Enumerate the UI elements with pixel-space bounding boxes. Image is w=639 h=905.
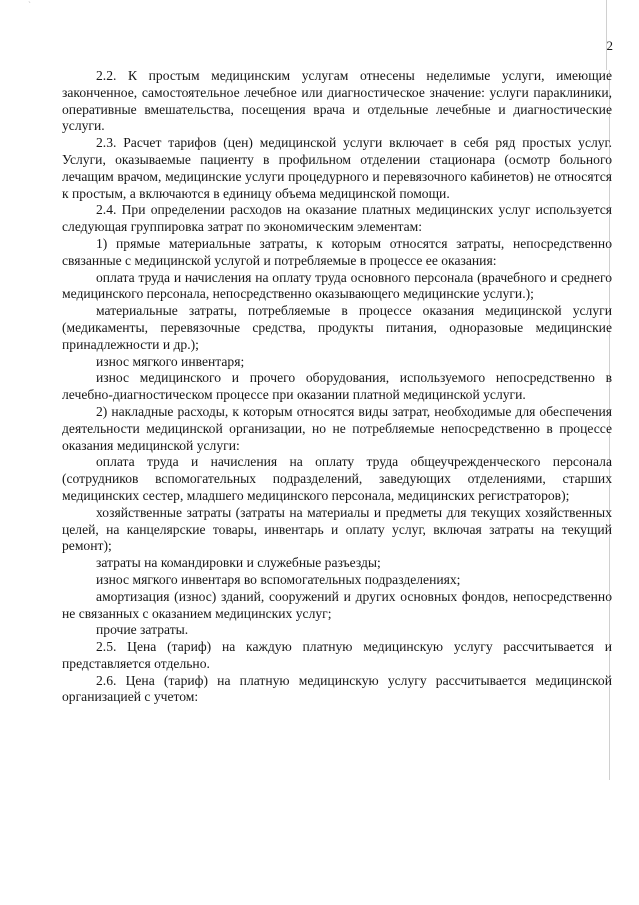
paragraph-overhead-costs: 2) накладные расходы, к которым относятся виды затрат, необходимые для обеспечения деятельности медицинской организации, но не потребляемые непосредственно в процессе оказания медицинской услуги:	[62, 403, 612, 453]
paragraph-depreciation: амортизация (износ) зданий, сооружений и других основных фондов, непосредственно не связанных с оказанием медицинских услуг;	[62, 588, 612, 621]
document-body	[62, 68, 612, 706]
paragraph-2-2: 2.2. К простым медицинским услугам отнесены неделимые услуги, имеющие законченное, самостоятельное лечебное или диагностическое значение: услуги параклиники, оперативные вмешательства, посещения врача и отдельные лечебные и диагностические услуги.	[62, 68, 612, 134]
paragraph-labor-main-staff: оплата труда и начисления на оплату труда основного персонала (врачебного и среднего медицинского персонала, непосредственно оказывающего медицинские услуги.);	[62, 269, 612, 302]
paragraph-labor-general-staff: оплата труда и начисления на оплату труда общеучрежденческого персонала (сотрудников вспомогательных подразделений, заведующих отделениями, старших медицинских сестер, младшего медицинского персонала, медицинских регистраторов);	[62, 454, 612, 503]
paragraph-2-4: 2.4. При определении расходов на оказание платных медицинских услуг используется следующая группировка затрат по экономическим элементам:	[62, 202, 612, 235]
paragraph-auxiliary-inventory-wear: износ мягкого инвентаря во вспомогательных подразделениях;	[96, 571, 461, 587]
paragraph-household-costs: хозяйственные затраты (затраты на материалы и предметы для текущих хозяйственных целей, на канцелярские товары, инвентарь и оплату услуг, включая затраты на текущий ремонт);	[62, 504, 612, 554]
scan-margin-line	[606, 0, 607, 70]
paragraph-2-5: 2.5. Цена (тариф) на каждую платную медицинскую услугу рассчитывается и представляется отдельно.	[62, 639, 612, 671]
paragraph-equipment-wear: износ медицинского и прочего оборудования, используемого непосредственно в лечебно-диагностическом процессе при оказании платной медицинской услуги.	[62, 370, 612, 403]
paragraph-other-costs: прочие затраты.	[96, 622, 189, 638]
paragraph-direct-costs: 1) прямые материальные затраты, к которым относятся затраты, непосредственно связанные с медицинской услугой и потребляемые в процессе ее оказания:	[62, 235, 612, 268]
paragraph-2-3: 2.3. Расчет тарифов (цен) медицинской услуги включает в себя ряд простых услуг. Услуги, оказываемые пациенту в профильном отделении стационара (осмотр больного лечащим врачом, медицинские услуги процедурного и перевязочного кабинетов) не относятся к простым, а включаются в единицу объема медицинской помощи.	[62, 135, 612, 201]
page-number: 2	[606, 38, 613, 53]
paragraph-2-6: 2.6. Цена (тариф) на платную медицинскую услугу рассчитывается медицинской организацией с учетом:	[62, 672, 612, 705]
paragraph-soft-inventory-wear: износ мягкого инвентаря;	[96, 353, 245, 369]
paragraph-travel-costs: затраты на командировки и служебные разъезды;	[96, 555, 381, 571]
paragraph-material-costs: материальные затраты, потребляемые в процессе оказания медицинской услуги (медикаменты, перевязочные средства, продукты питания, одноразовые медицинские принадлежности и др.);	[62, 303, 612, 352]
scan-corner-mark: `	[28, 0, 31, 10]
